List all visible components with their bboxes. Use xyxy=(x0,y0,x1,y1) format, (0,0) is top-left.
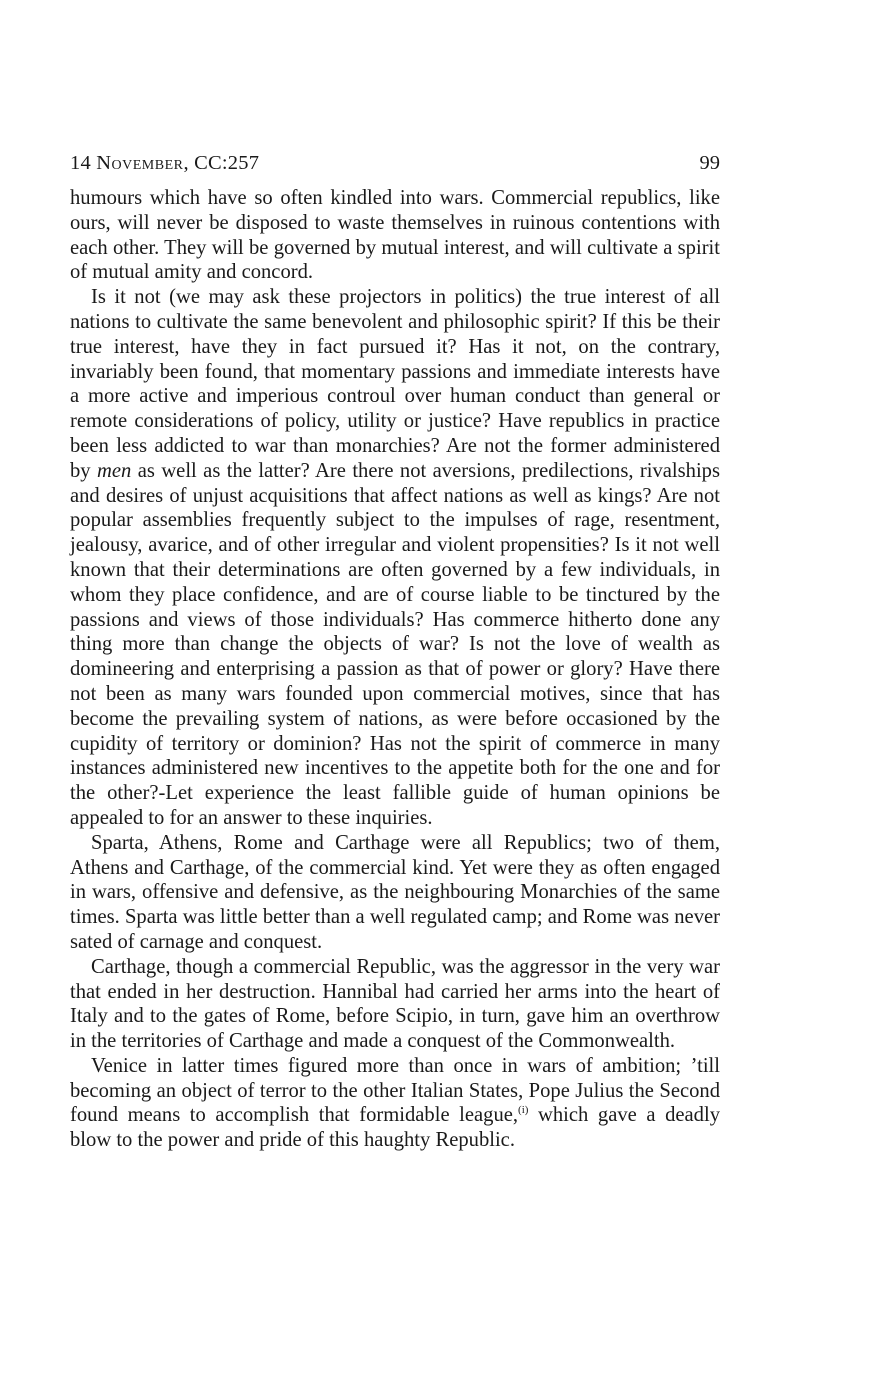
paragraph-2-part-2: as well as the latter? Are there not aversions, predilections, rivalships and desires of unjust acquisitions that affect nations as well as kings? Are not popular assemblies frequently subject to the impulses of rage, resentment, jealousy, avarice, and of other irregular and violent propensities? Is it not well known that their determinations are often governed by a few individuals, in whom they place confidence, and are of course liable to be tinctured by the passions and views of those individuals? Has commerce hitherto done any thing more than change the objects of war? Is not the love of wealth as domineering and enterprising a passion as that of power or glory? Have there not been as many wars founded upon commercial motives, since that has become the prevailing system of nations, as were before occasioned by the cupidity of territory or dominion? Has not the spirit of commerce in many instances administered new incentives to the appetite both for the one and for the other?-Let experience the least fallible guide of human opinions be appealed to for an answer to these inquiries. xyxy=(70,459,720,829)
italic-emphasis: men xyxy=(97,459,132,482)
paragraph-5 xyxy=(70,1054,720,1153)
paragraph-2 xyxy=(70,285,720,831)
paragraph-5-part-2: which gave a deadly blow to the power and pride of this haughty Republic. xyxy=(70,1104,720,1152)
running-head-reference xyxy=(70,150,259,176)
running-head-day: 14 xyxy=(70,152,97,174)
paragraph-3: Sparta, Athens, Rome and Carthage were all Republics; two of them, Athens and Carthage, of the commercial kind. Yet were they as often engaged in wars, offensive and defensive, as the neighbouring Monarchies of the same times. Sparta was little better than a well regulated camp; and Rome was never sated of carnage and conquest. xyxy=(70,831,720,953)
paragraph-2-part-1: Is it not (we may ask these projectors in politics) the true interest of all nations to cultivate the same benevolent and philosophic spirit? If this be their true interest, have they in fact pursued it? Has it not, on the contrary, invariably been found, that momentary passions and immediate interests have a more active and imperious controul over human conduct than general or remote considerations of policy, utility or justice? Have republics in practice been less addicted to war than monarchies? Are not the former administered by xyxy=(70,286,720,482)
running-head-citation: , CC:257 xyxy=(183,152,260,174)
paragraph-1: humours which have so often kindled into wars. Commercial republics, like ours, will never be disposed to waste themselves in ruinous contentions with each other. They will be governed by mutual interest, and will cultivate a spirit of mutual amity and concord. xyxy=(70,187,720,284)
body-text xyxy=(70,186,720,1153)
page-number: 99 xyxy=(699,152,720,174)
paragraph-4: Carthage, though a commercial Republic, was the aggressor in the very war that ended in her destruction. Hannibal had carried her arms into the heart of Italy and to the gates of Rome, before Scipio, in turn, gave him an overthrow in the territories of Carthage and made a conquest of the Commonwealth. xyxy=(70,955,720,1053)
footnote-marker[interactable]: (i) xyxy=(518,1104,529,1117)
document-page xyxy=(70,150,720,1153)
running-head-month: November xyxy=(96,152,184,174)
paragraph-5-part-1: Venice in latter times figured more than once in wars of ambition; ’till becoming an object of terror to the other Italian States, Pope Julius the Second found means to accomplish that formidable league, xyxy=(70,1054,720,1127)
running-head xyxy=(70,150,720,176)
